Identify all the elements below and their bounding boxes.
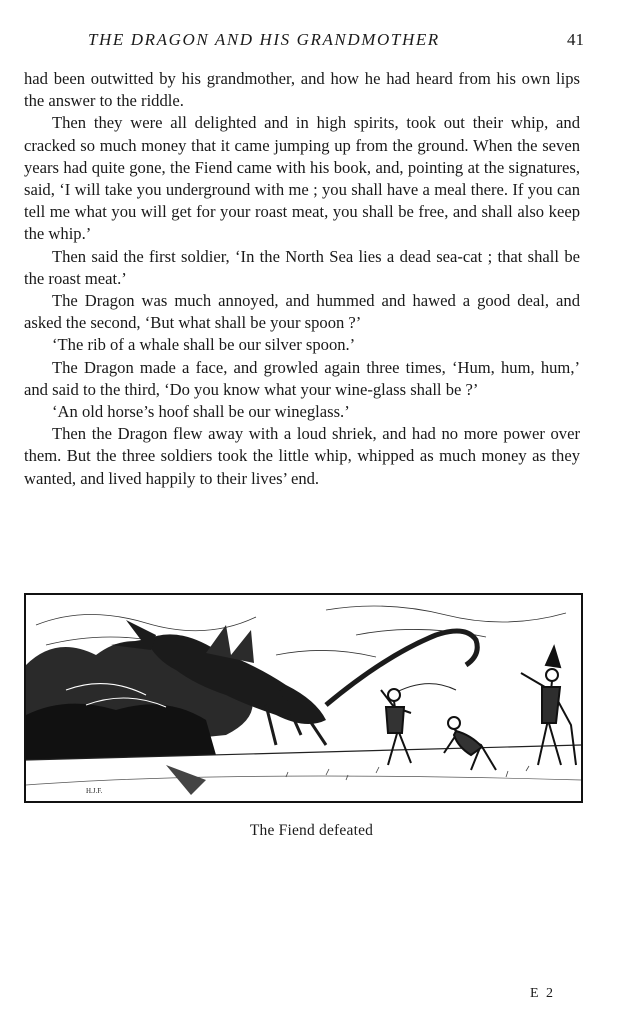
page-number: 41 — [567, 30, 584, 49]
paragraph: had been outwitted by his grandmother, and how he had heard from his own lips the answer to the riddle. — [24, 69, 580, 111]
body-text — [24, 68, 580, 490]
soldier-crouching — [444, 717, 496, 770]
figure-caption: The Fiend defeated — [249, 822, 374, 839]
paragraph: The Dragon made a face, and growled again three times, ‘Hum, hum, hum,’ and said to the third, ‘Do you know what your wine-glass shall be ?’ — [24, 357, 580, 399]
running-head — [88, 30, 584, 54]
running-title: THE DRAGON AND HIS GRANDMOTHER — [88, 30, 440, 49]
paragraph: Then they were all delighted and in high spirits, took out their whip, and cracked so much money that it came jumping up from the ground. When the seven years had quite gone, the Fiend came with his book, and, pointing at the signatures, said, ‘I will take you underground with me ; you shall have a meal there. If you can tell me what you will get for your roast meat, you shall be free, and shall also keep the whip.’ — [24, 113, 580, 244]
paragraph: The Dragon was much annoyed, and hummed and hawed a good deal, and asked the second, ‘But what shall be your spoon ?’ — [24, 291, 580, 333]
paragraph: ‘The rib of a whale shall be our silver spoon.’ — [52, 335, 356, 355]
paragraph: ‘An old horse’s hoof shall be our wineglass.’ — [52, 402, 350, 422]
paragraph: Then said the first soldier, ‘In the North Sea lies a dead sea-cat ; that shall be the roast meat.’ — [24, 246, 580, 288]
soldier-with-whip — [381, 689, 411, 765]
illustration-drawing — [26, 595, 581, 801]
signature-mark: E 2 — [530, 986, 556, 1001]
illustration-dragon-fleeing — [24, 593, 583, 803]
paragraph: Then the Dragon flew away with a loud shriek, and had no more power over them. But the three soldiers took the little whip, whipped as much money as they wanted, and lived happily to their lives’ end. — [24, 424, 580, 488]
illustrator-monogram: H.J.F. — [86, 787, 103, 795]
soldier-pointing — [521, 647, 576, 765]
